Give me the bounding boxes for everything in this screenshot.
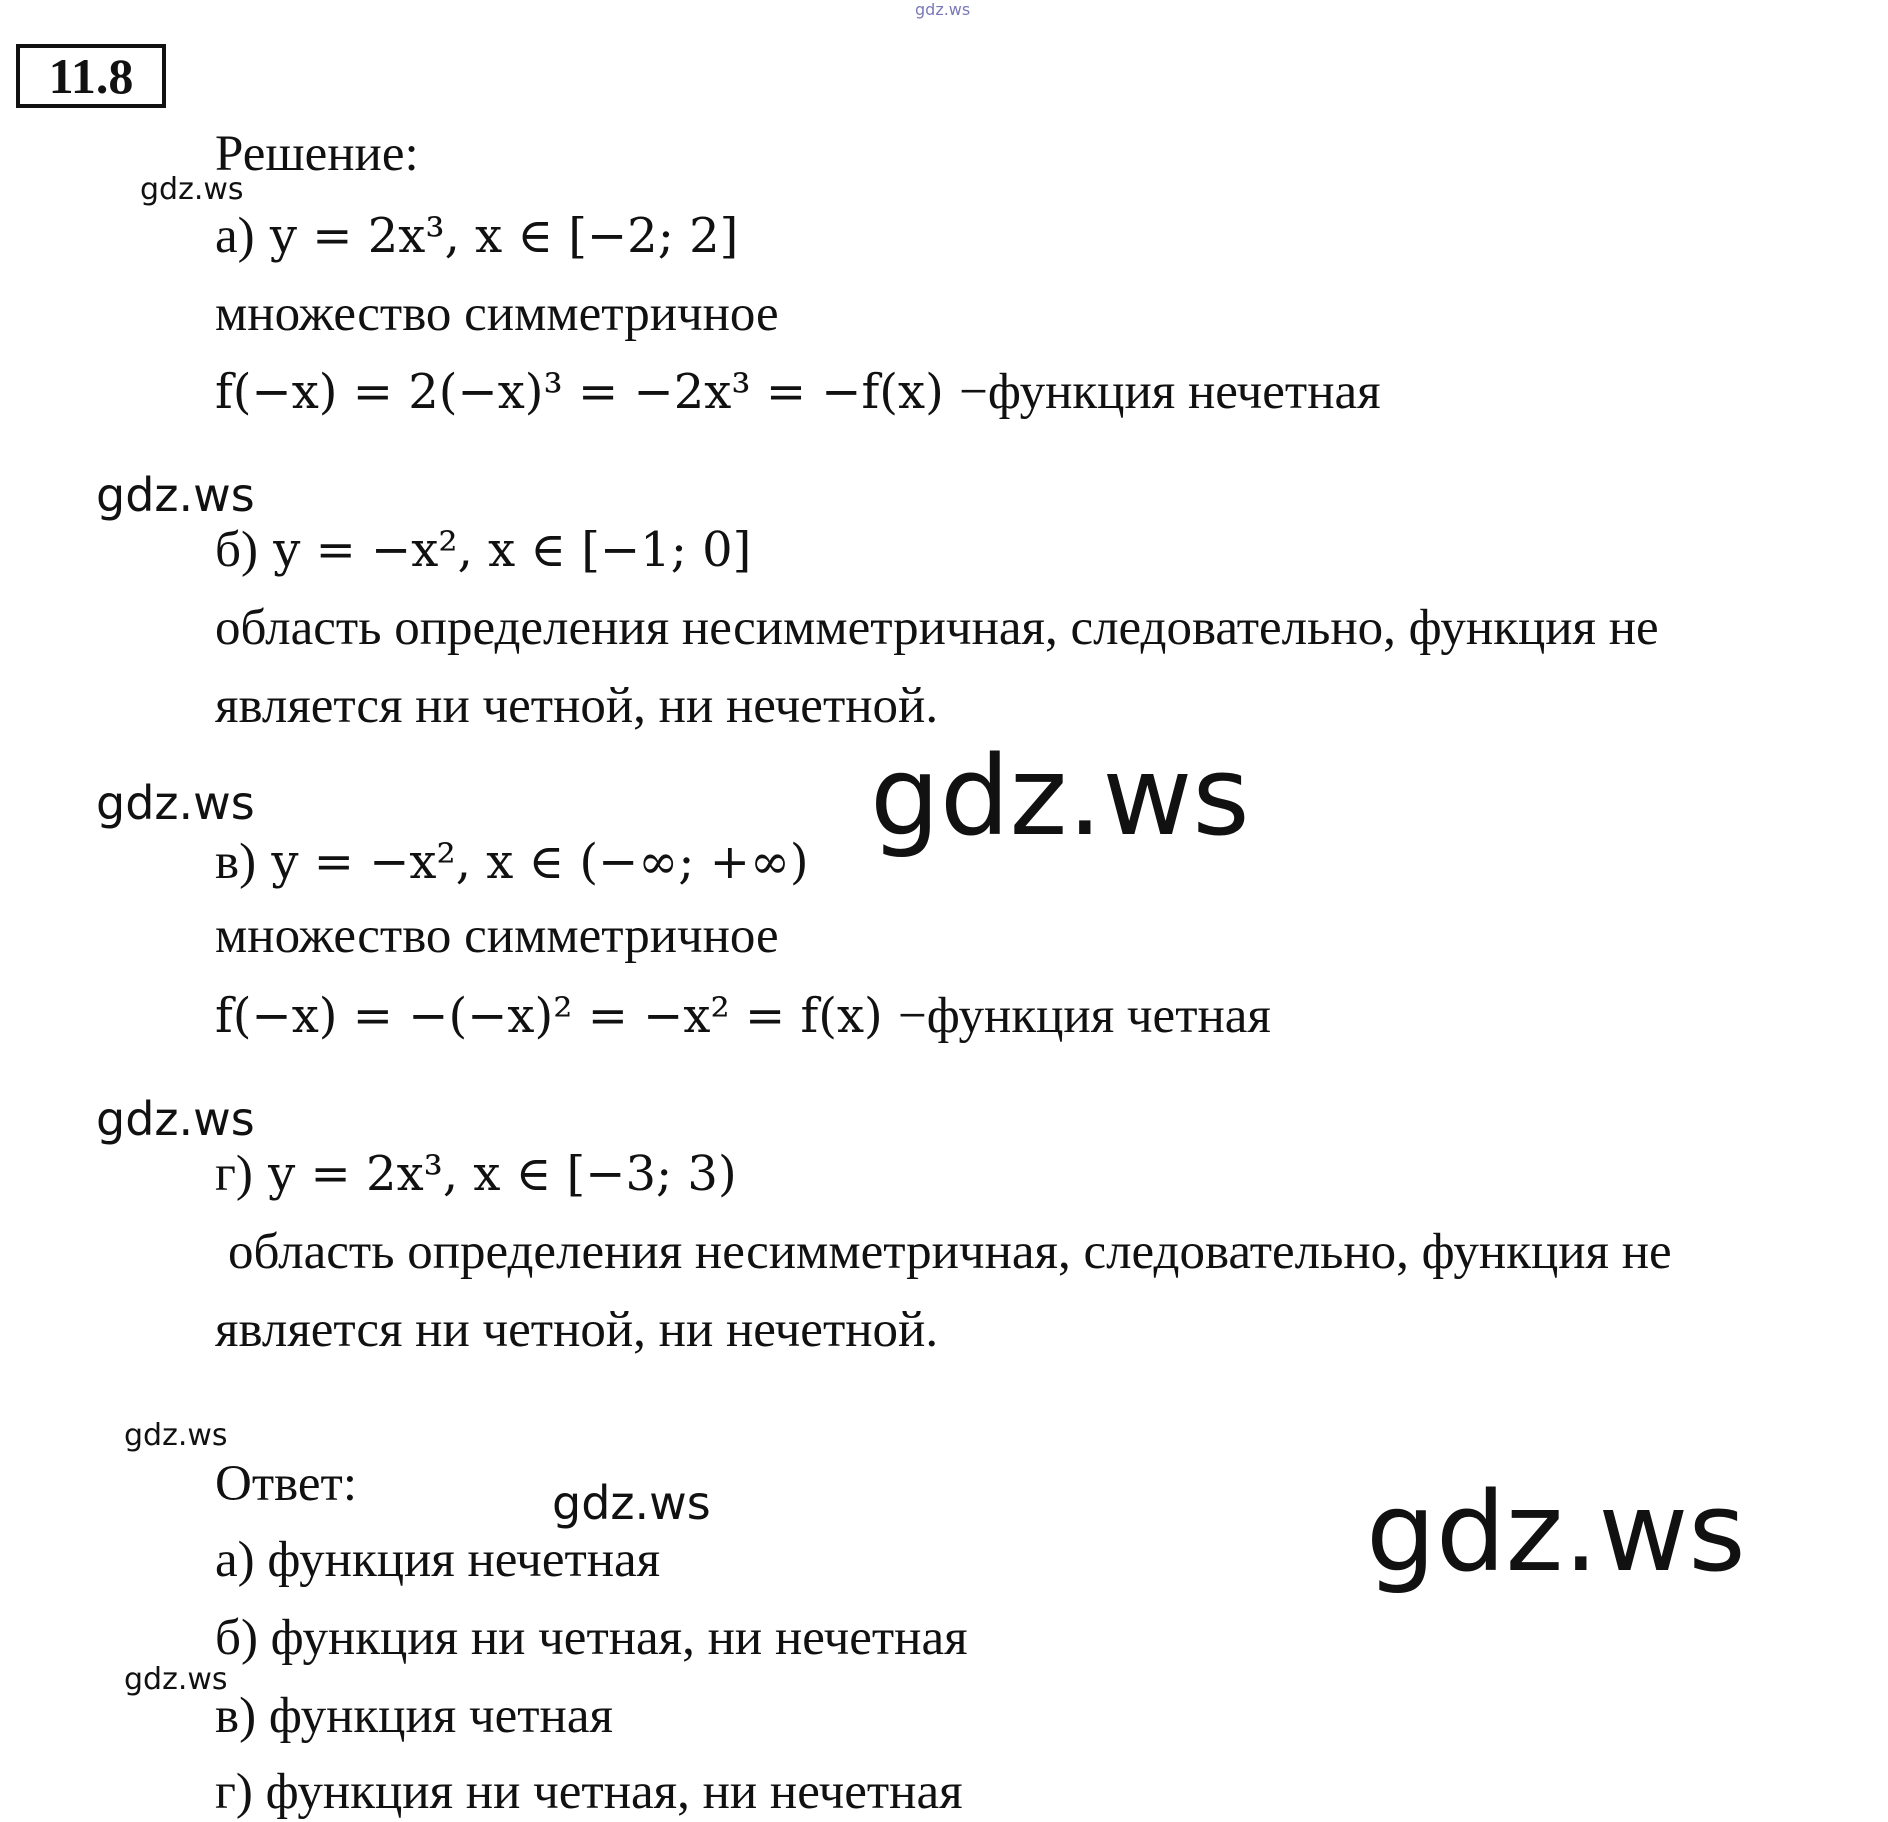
part-v-formula: y = −x², x ∈ (−∞; +∞)	[271, 834, 809, 890]
watermark-large: gdz.ws	[1366, 1468, 1746, 1596]
answer-b: б) функция ни четная, ни нечетная	[215, 1610, 968, 1666]
part-v-conclusion: −функция четная	[898, 988, 1271, 1044]
answer-g: г) функция ни четная, ни нечетная	[215, 1764, 963, 1820]
part-v-condition	[215, 832, 809, 892]
solution-label: Решение:	[215, 126, 419, 182]
part-g-label: г)	[215, 1146, 253, 1202]
part-g-condition	[215, 1144, 737, 1204]
part-a-derivation: f(−x) = 2(−x)³ = −2x³ = −f(x)	[215, 364, 944, 420]
part-b-text-line2: является ни четной, ни нечетной.	[215, 678, 939, 734]
part-v-derivation: f(−x) = −(−x)² = −x² = f(x)	[215, 988, 883, 1044]
answer-v: в) функция четная	[215, 1688, 613, 1744]
watermark: gdz.ws	[140, 172, 244, 207]
part-b-label: б)	[215, 522, 258, 578]
part-a-conclusion: −функция нечетная	[959, 364, 1381, 420]
part-g-text-line2: является ни четной, ни нечетной.	[215, 1302, 939, 1358]
watermark: gdz.ws	[96, 468, 255, 522]
part-a-note: множество симметричное	[215, 286, 779, 342]
part-a-formula: y = 2x³, x ∈ [−2; 2]	[269, 208, 739, 264]
part-b-condition	[215, 520, 751, 580]
part-a-derivation-line	[215, 362, 1381, 422]
watermark: gdz.ws	[96, 1092, 255, 1146]
watermark: gdz.ws	[124, 1418, 228, 1453]
part-v-note: множество симметричное	[215, 908, 779, 964]
answer-label: Ответ:	[215, 1456, 357, 1512]
watermark: gdz.ws	[96, 776, 255, 830]
part-a-condition	[215, 206, 738, 266]
watermark: gdz.ws	[124, 1662, 228, 1697]
header-watermark: gdz.ws	[915, 0, 971, 19]
part-v-derivation-line	[215, 986, 1271, 1046]
part-b-formula: y = −x², x ∈ [−1; 0]	[273, 522, 752, 578]
watermark: gdz.ws	[552, 1476, 711, 1530]
part-b-text-line1: область определения несимметричная, следовательно, функция не	[215, 600, 1659, 656]
watermark-large: gdz.ws	[870, 732, 1250, 860]
part-a-label: а)	[215, 208, 255, 264]
answer-a: а) функция нечетная	[215, 1532, 661, 1588]
part-v-label: в)	[215, 834, 257, 890]
part-g-formula: y = 2x³, x ∈ [−3; 3)	[268, 1146, 737, 1202]
problem-number: 11.8	[16, 44, 166, 108]
part-g-text-line1: область определения несимметричная, следовательно, функция не	[228, 1224, 1672, 1280]
